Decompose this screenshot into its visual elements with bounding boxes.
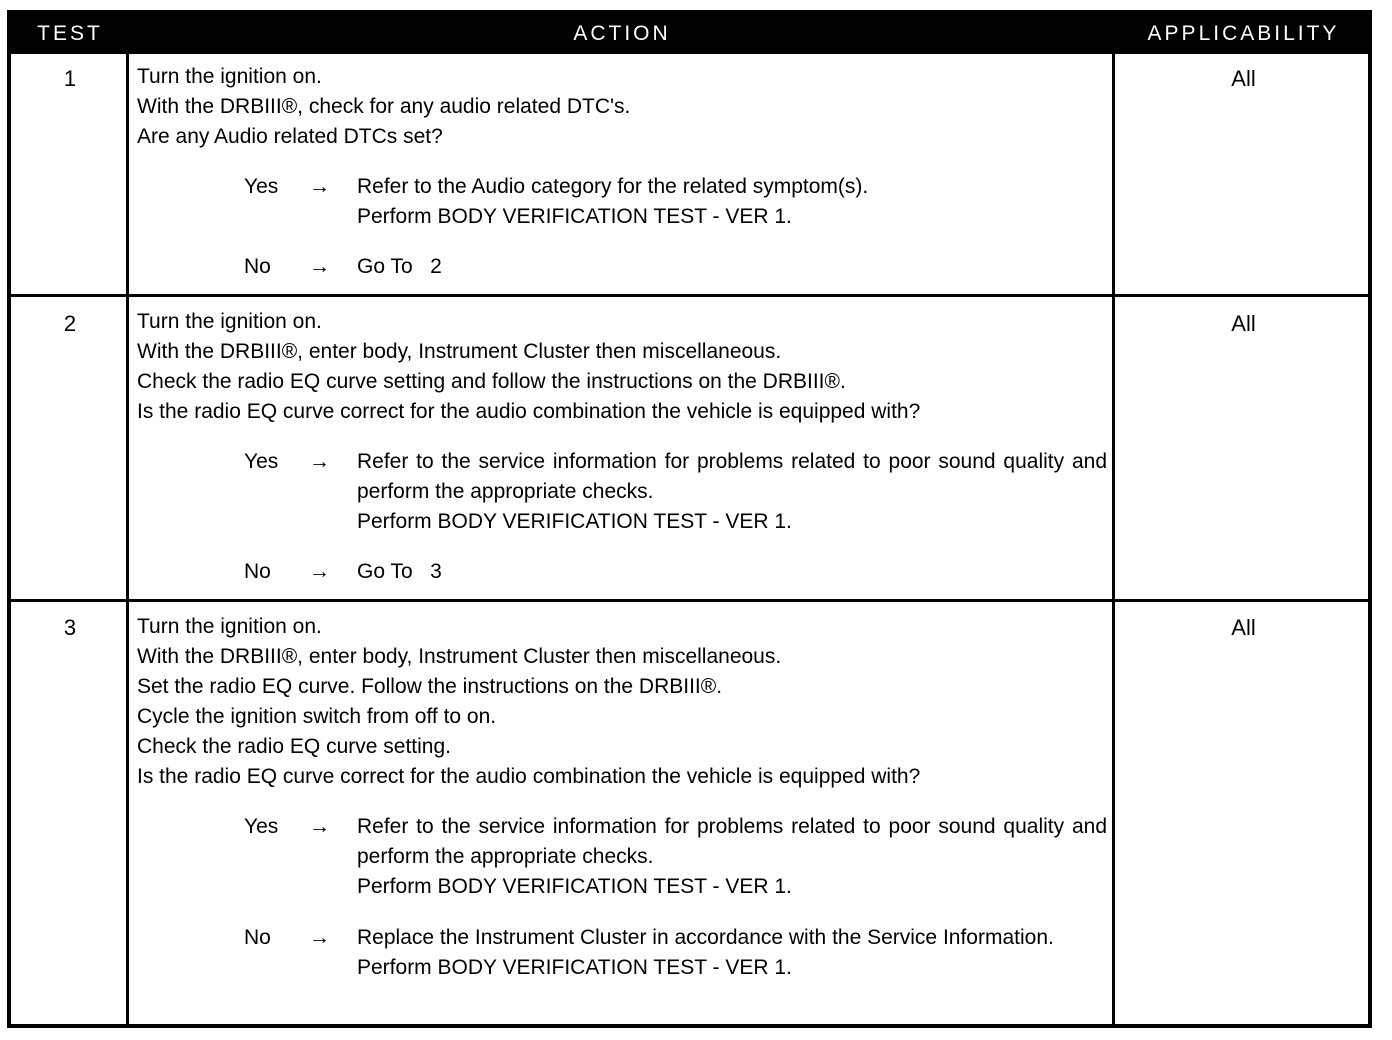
action-step: Turn the ignition on. <box>137 615 322 638</box>
result-line: Perform BODY VERIFICATION TEST - VER 1. <box>357 956 792 979</box>
action-step: Are any Audio related DTCs set? <box>137 125 443 148</box>
yes-result <box>357 447 1107 537</box>
result-line: Perform BODY VERIFICATION TEST - VER 1. <box>357 510 792 533</box>
result-text: Refer to the service information for problems related to poor sound quality and perform the appropriate checks. <box>357 450 1107 503</box>
no-result: Go To 3 <box>357 560 442 583</box>
arrow-icon: → <box>309 815 330 838</box>
applicability-value: All <box>1231 66 1256 91</box>
applicability-value: All <box>1231 311 1256 336</box>
no-label: No <box>244 255 271 278</box>
no-result: Go To 2 <box>357 255 442 278</box>
result-line: Perform BODY VERIFICATION TEST - VER 1. <box>357 205 792 228</box>
yes-result <box>357 172 1107 232</box>
column-divider <box>126 54 129 1024</box>
action-step: Check the radio EQ curve setting and follow the instructions on the DRBIII®. <box>137 370 846 393</box>
action-step: Is the radio EQ curve correct for the audio combination the vehicle is equipped with? <box>137 400 921 423</box>
action-step: Set the radio EQ curve. Follow the instructions on the DRBIII®. <box>137 675 723 698</box>
header-action: ACTION <box>573 22 671 45</box>
yes-label: Yes <box>244 175 279 198</box>
no-label: No <box>244 926 271 949</box>
action-step: Turn the ignition on. <box>137 310 322 333</box>
arrow-icon: → <box>309 450 330 473</box>
arrow-icon: → <box>309 175 330 198</box>
test-number: 2 <box>63 311 77 336</box>
arrow-icon: → <box>309 560 330 583</box>
action-step: Check the radio EQ curve setting. <box>137 735 451 758</box>
action-step: With the DRBIII®, enter body, Instrument Cluster then miscellaneous. <box>137 645 782 668</box>
row-divider <box>11 599 1368 602</box>
row-divider <box>11 294 1368 297</box>
no-result <box>357 923 1107 983</box>
test-number: 1 <box>63 66 77 91</box>
action-step: Turn the ignition on. <box>137 65 322 88</box>
arrow-icon: → <box>309 255 330 278</box>
yes-result <box>357 812 1107 902</box>
action-step: Is the radio EQ curve correct for the audio combination the vehicle is equipped with? <box>137 765 921 788</box>
header-test: TEST <box>37 22 103 45</box>
result-text: Replace the Instrument Cluster in accordance with the Service Information. <box>357 926 1054 949</box>
result-text: Refer to the service information for problems related to poor sound quality and perform the appropriate checks. <box>357 815 1107 868</box>
diagnostic-test-table <box>7 10 1372 1028</box>
action-step: With the DRBIII®, enter body, Instrument Cluster then miscellaneous. <box>137 340 782 363</box>
no-label: No <box>244 560 271 583</box>
header-applicability: APPLICABILITY <box>1147 22 1340 45</box>
yes-label: Yes <box>244 815 279 838</box>
action-step: With the DRBIII®, check for any audio related DTC's. <box>137 95 631 118</box>
result-line: Perform BODY VERIFICATION TEST - VER 1. <box>357 875 792 898</box>
result-line: Refer to the Audio category for the related symptom(s). <box>357 175 869 198</box>
test-number: 3 <box>63 615 77 640</box>
applicability-value: All <box>1231 615 1256 640</box>
table-header <box>11 14 1368 54</box>
arrow-icon: → <box>309 926 330 949</box>
column-divider <box>1112 54 1115 1024</box>
action-step: Cycle the ignition switch from off to on. <box>137 705 497 728</box>
yes-label: Yes <box>244 450 279 473</box>
